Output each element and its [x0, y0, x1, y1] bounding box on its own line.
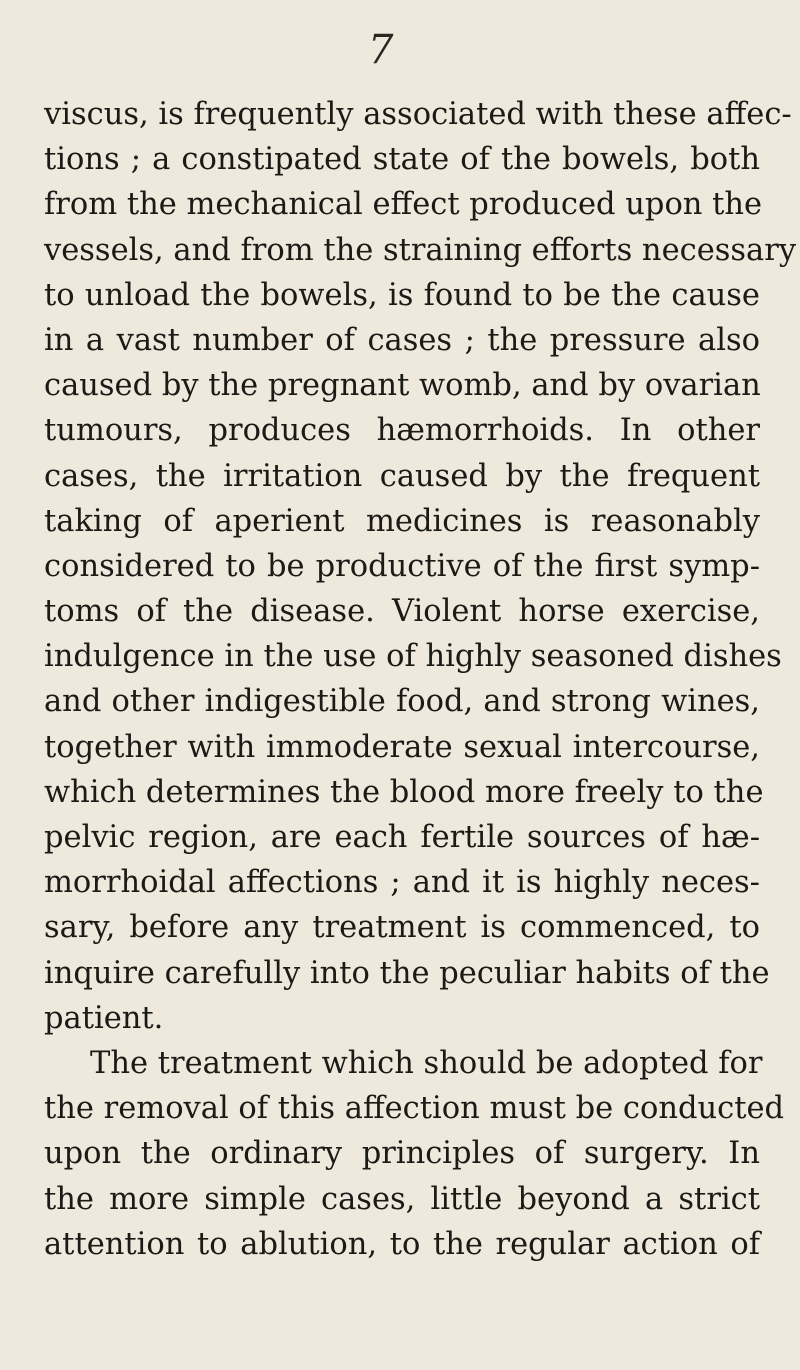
text-line: from the mechanical effect produced upon the: [44, 187, 763, 223]
text-line: the more simple cases, little beyond a strict: [44, 1181, 760, 1217]
text-line: caused by the pregnant womb, and by ovarian: [44, 368, 761, 404]
text-line: together with immoderate sexual intercourse,: [44, 729, 760, 765]
text-line: sary, before any treatment is commenced, to: [44, 910, 760, 946]
text-line: cases, the irritation caused by the frequent: [44, 458, 760, 494]
text-line: which determines the blood more freely to the: [44, 774, 764, 810]
text-line: to unload the bowels, is found to be the cause: [44, 277, 760, 313]
text-line: tions ; a constipated state of the bowels, both: [44, 142, 760, 178]
text-line: viscus, is frequently associated with these affec-: [44, 97, 792, 132]
text-line: the removal of this affection must be conducted: [44, 1091, 785, 1127]
text-line: tumours, produces hæmorrhoids. In other: [44, 413, 760, 449]
text-line: and other indigestible food, and strong wines,: [44, 684, 760, 720]
text-line: taking of aperient medicines is reasonably: [44, 503, 760, 539]
paragraph-end-line: patient.: [44, 1000, 164, 1036]
body-text: [44, 92, 797, 1267]
text-line: attention to ablution, to the regular action of: [44, 1226, 760, 1262]
text-line: indulgence in the use of highly seasoned dishes: [44, 639, 782, 675]
text-line: vessels, and from the straining efforts necessary: [44, 232, 797, 268]
page-number: 7: [368, 27, 394, 73]
text-line: upon the ordinary principles of surgery. In: [44, 1136, 760, 1172]
text-line: toms of the disease. Violent horse exercise,: [44, 594, 760, 630]
text-line: considered to be productive of the first symp-: [44, 548, 760, 584]
text-line: inquire carefully into the peculiar habits of the: [44, 955, 770, 991]
paragraph-start-line: The treatment which should be adopted for: [90, 1045, 763, 1081]
text-line: in a vast number of cases ; the pressure also: [44, 322, 760, 358]
text-line: pelvic region, are each fertile sources of hæ-: [44, 820, 760, 855]
text-line: morrhoidal affections ; and it is highly neces-: [44, 865, 760, 901]
